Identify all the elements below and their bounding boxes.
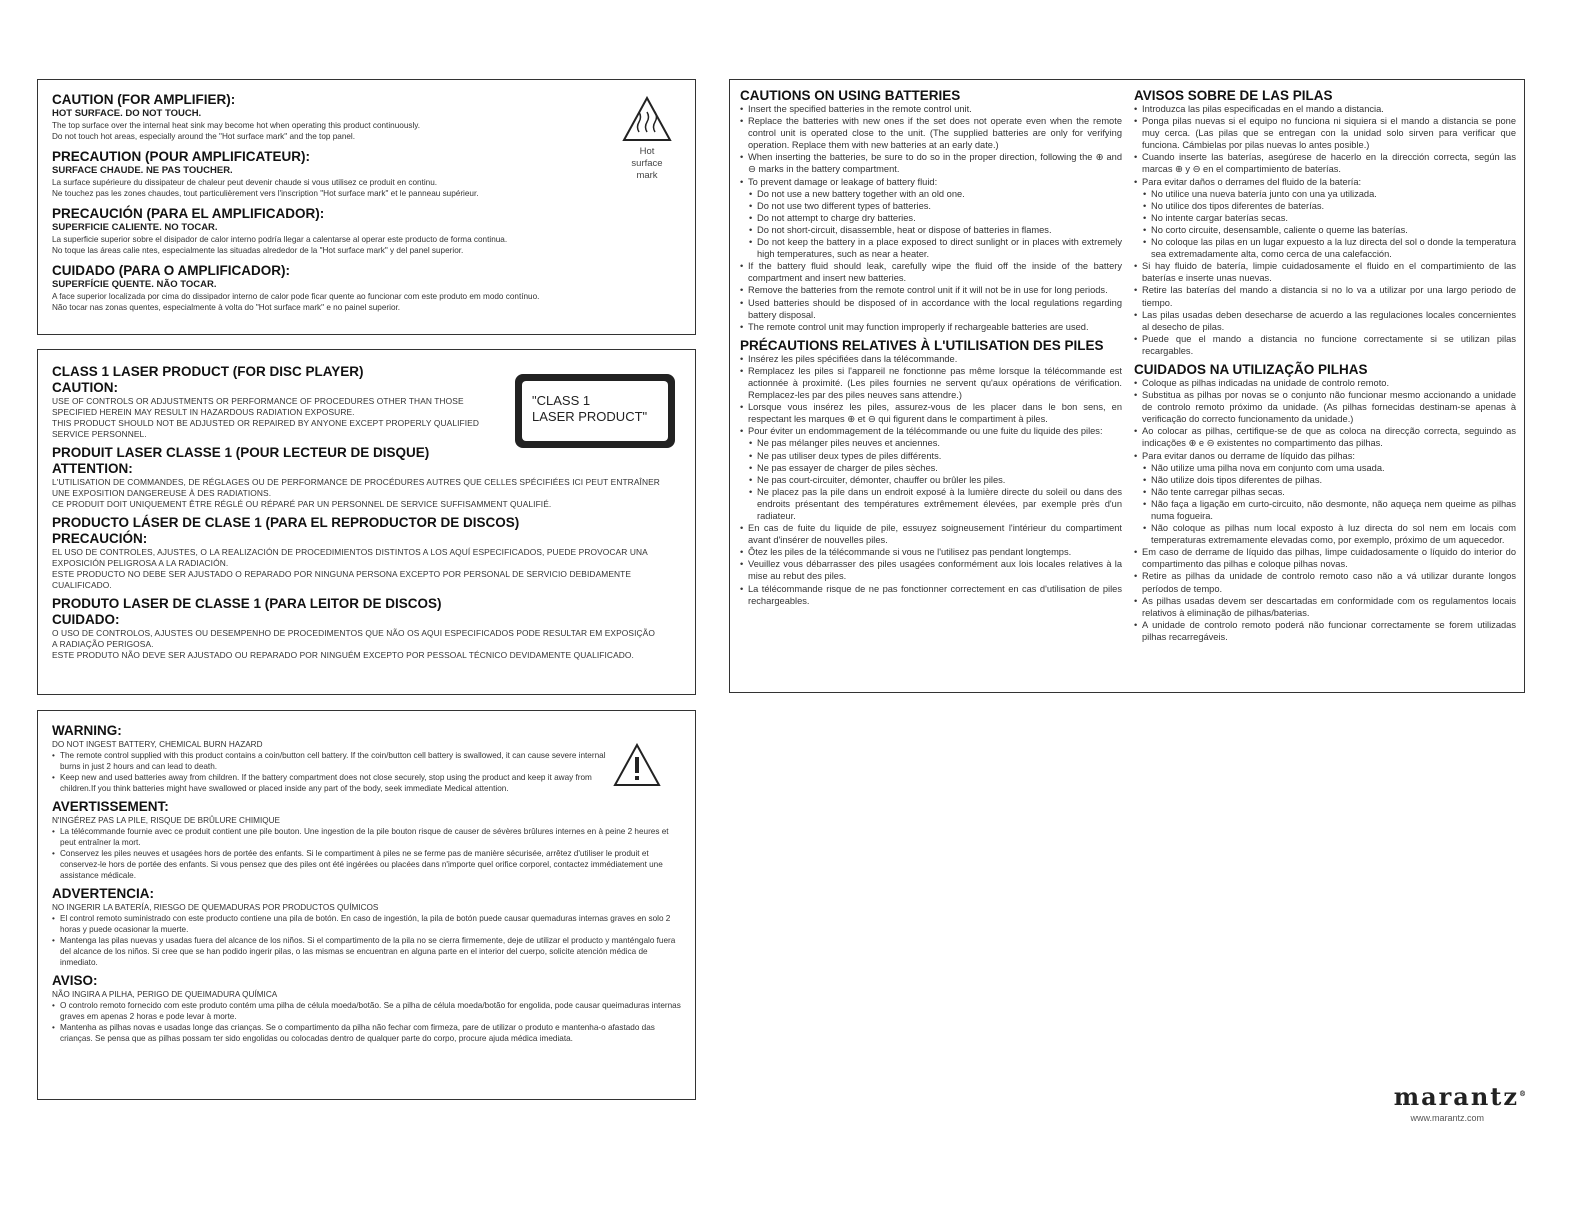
amp-en-line: Do not touch hot areas, especially around the "Hot surface mark" and the top panel. [52,132,356,141]
laser-pt-line: ESTE PRODUTO NÃO DEVE SER AJUSTADO OU REPARADO POR NINGUÉM EXCEPTO POR PESSOAL TÉCNICO DEVIDAMENTE QUALIFICADO. [52,650,634,660]
bat-fr-item: • Ne pas court-circuiter, démonter, chauffer ou brûler les piles. [740,474,1122,486]
bat-en-title: CAUTIONS ON USING BATTERIES [740,88,961,103]
amp-fr-line: Ne touchez pas les zones chaudes, tout particulièrement vers l'inscription "Hot surface mark" et le panneau supérieur. [52,189,479,198]
warn-pt-subtitle: NÃO INGIRA A PILHA, PERIGO DE QUEIMADURA QUÍMICA [52,990,278,999]
bat-es-title: AVISOS SOBRE DE LAS PILAS [1134,88,1333,103]
hot-label-line: surface [631,158,663,169]
bat-pt-item: • Não utilize dois tipos diferentes de pilhas. [1134,474,1516,486]
bat-es-item: • Para evitar daños o derrames del fluido de la batería: [1134,176,1516,188]
bat-fr-item: • Pour éviter un endommagement de la télécommande ou une fuite du liquide des piles: [740,425,1122,437]
warn-pt-bullet: • O controlo remoto fornecido com este produto contém uma pilha de célula moeda/botão. Se a pilha de célula moeda/botão for engolida, pode causar queimaduras internas graves em apenas 2 horas e pode levar à morte. [52,1000,681,1022]
amp-en-title: CAUTION (FOR AMPLIFIER): [52,92,236,107]
bat-es-item: • No intente cargar baterías secas. [1134,212,1516,224]
laser-pt-subtitle: CUIDADO: [52,612,120,627]
laser-es-subtitle: PRECAUCIÓN: [52,531,148,546]
brand-url: www.marantz.com [1410,1113,1484,1123]
bat-pt-item: • A unidade de controlo remoto poderá não funcionar correctamente se forem utilizadas pilhas recarregáveis. [1134,619,1516,643]
amp-pt-line: Não tocar nas zonas quentes, especialmente à volta do "Hot surface mark" e no painel superior. [52,303,401,312]
warn-fr-bullet: • Conservez les piles neuves et usagées hors de portée des enfants. Si le compartiment à piles ne se ferme pas de manière sécurisée, arrêtez d'utiliser le produit et conservez-le hors de portée des enfants. Si vous pensez que des piles ont été ingérées ou placées dans n'importe quel orifice corporel, contactez immédiatement une assistance médicale. [52,848,681,881]
bat-fr-item: • Ne pas essayer de charger de piles sèches. [740,462,1122,474]
laser-fr-title: PRODUIT LASER CLASSE 1 (POUR LECTEUR DE DISQUE) [52,445,430,460]
warning-triangle-icon [613,743,661,787]
amp-es-title: PRECAUCIÓN (PARA EL AMPLIFICADOR): [52,206,325,221]
bat-fr-item: • Remplacez les piles si l'appareil ne fonctionne pas même lorsque la télécommande est actionnée à proximité. (Les piles fournies ne servent qu'aux opérations de vérification. Remplacez-les par des piles neuves sans attendre.) [740,365,1122,401]
marantz-logo: marantz® [1393,1082,1528,1111]
bat-pt-item: • Para evitar danos ou derrame de líquido das pilhas: [1134,450,1516,462]
laser-es-line: CUALIFICADO. [52,580,112,590]
bat-fr-item: • En cas de fuite du liquide de pile, essuyez soigneusement l'intérieur du compartiment avant d'insérer de nouvelles piles. [740,522,1122,546]
bat-fr-item: • Lorsque vous insérez les piles, assurez-vous de les placer dans le bon sens, en respectant les marques ⊕ et ⊖ qui figurent dans le compartiment à piles. [740,401,1122,425]
laser-en-line: SPECIFIED HEREIN MAY RESULT IN HAZARDOUS RADIATION EXPOSURE. [52,407,355,417]
amp-es-line: No toque las áreas calie ntes, especialmente las situadas alrededor de la "Hot surface mark" y del panel superior. [52,246,464,255]
battery-column-right [1134,88,1516,643]
laser-en-line: USE OF CONTROLS OR ADJUSTMENTS OR PERFORMANCE OF PROCEDURES OTHER THAN THOSE [52,396,464,406]
laser-fr-line: L'UTILISATION DE COMMANDES, DE RÉGLAGES OU DE PERFORMANCE DE PROCÉDURES AUTRES QUE CELLES SPÉCIFIÉES ICI PEUT ENTRAÎNER [52,477,660,487]
battery-column-left [740,88,1122,607]
bat-es-item: • No utilice una nueva batería junto con una ya utilizada. [1134,188,1516,200]
bat-pt-item: • Não coloque as pilhas num local exposto à luz directa do sol nem em locais com temperaturas extremamente elevadas como, por exemplo, próximo de um aquecedor. [1134,522,1516,546]
bat-pt-list [1134,377,1516,643]
bat-en-item: • Do not keep the battery in a place exposed to direct sunlight or in places with extremely high temperatures, such as near a heater. [740,236,1122,260]
amplifier-caution-box [37,79,696,335]
warn-pt-bullet: • Mantenha as pilhas novas e usadas longe das crianças. Se o compartimento da pilha não fechar com firmeza, pare de utilizar o produto e mantenha-o afastado das crianças. Se pensa que as pilhas possam ter sido engolidas ou colocadas dentro de qualquer parte do corpo, procure ajuda médica imediata. [52,1022,681,1044]
laser-en-title: CLASS 1 LASER PRODUCT (FOR DISC PLAYER) [52,364,364,379]
laser-fr-line: UNE EXPOSITION DANGEREUSE À DES RADIATIONS. [52,488,272,498]
bat-en-item: • If the battery fluid should leak, carefully wipe the fluid off the inside of the battery compartment and insert new batteries. [740,260,1122,284]
amp-fr-line: La surface supérieure du dissipateur de chaleur peut devenir chaude si vous utilisez ce produit en continu. [52,178,438,187]
bat-fr-item: • Insérez les piles spécifiées dans la télécommande. [740,353,1122,365]
bat-en-item: • Do not use two different types of batteries. [740,200,1122,212]
bat-fr-title: PRÉCAUTIONS RELATIVES À L'UTILISATION DES PILES [740,337,1104,353]
amp-pt-line: A face superior localizada por cima do dissipador interno de calor pode ficar quente ao funcionar com este produto em modo contínuo. [52,292,540,301]
bat-pt-title: CUIDADOS NA UTILIZAÇÃO PILHAS [1134,361,1368,377]
amp-fr-subtitle: SURFACE CHAUDE. NE PAS TOUCHER. [52,165,233,176]
bat-pt-item: • Coloque as pilhas indicadas na unidade de controlo remoto. [1134,377,1516,389]
warn-fr-subtitle: N'INGÉREZ PAS LA PILE, RISQUE DE BRÛLURE CHIMIQUE [52,816,280,825]
laser-es-line: ESTE PRODUCTO NO DEBE SER AJUSTADO O REPARADO POR NINGUNA PERSONA EXCEPTO POR PERSONAL DE SERVICIO DEBIDAMENTE [52,569,632,579]
hot-surface-mark [615,96,679,182]
bat-pt-item: • Em caso de derrame de líquido das pilhas, limpe cuidadosamente o líquido do interior do compartimento das pilhas e coloque pilhas novas. [1134,546,1516,570]
hot-label-line: Hot [639,146,655,157]
bat-en-item: • Replace the batteries with new ones if the set does not operate even when the remote control unit is operated close to the unit. (The supplied batteries are only for verifying operation. Replace them with new batteries at an early date.) [740,115,1122,151]
laser-label-line: "CLASS 1 [532,393,591,408]
laser-es-title: PRODUCTO LÁSER DE CLASE 1 (PARA EL REPRODUCTOR DE DISCOS) [52,515,520,530]
bat-fr-item: • Ne pas utiliser deux types de piles différents. [740,450,1122,462]
bat-fr-item: • Ne placez pas la pile dans un endroit exposé à la lumière directe du soleil ou dans des endroits présentant des températures extrêmement élevées, par exemple près d'un radiateur. [740,486,1122,522]
warn-en-bullet: • Keep new and used batteries away from children. If the battery compartment does not close securely, stop using the product and keep it away from children.If you think batteries might have swallowed or placed inside any part of the body, seek immediate Medical attention. [52,772,622,794]
warn-fr-title: AVERTISSEMENT: [52,799,169,814]
bat-pt-item: • Substitua as pilhas por novas se o conjunto não funcionar mesmo accionando a unidade de controlo remoto próximo da unidade. (As pilhas fornecidas destinam-se apenas à verificação do correcto funcionamento da unidade.) [1134,389,1516,425]
laser-en-subtitle: CAUTION: [52,380,118,395]
amp-es-subtitle: SUPERFICIE CALIENTE. NO TOCAR. [52,222,218,233]
amp-fr-title: PRECAUTION (POUR AMPLIFICATEUR): [52,149,310,164]
bat-pt-item: • Não tente carregar pilhas secas. [1134,486,1516,498]
bat-es-item: • No corto circuite, desensamble, caliente o queme las baterías. [1134,224,1516,236]
bat-es-item: • Puede que el mando a distancia no funcione correctamente si se utilizan pilas recargables. [1134,333,1516,357]
warn-en-title: WARNING: [52,723,122,738]
class1-laser-label [515,374,675,448]
warn-es-bullet: • El control remoto suministrado con este producto contiene una pila de botón. En caso de ingestión, la pila de botón puede causar quemaduras internas graves en solo 2 horas y puede ocasionar la muerte. [52,913,681,935]
bat-fr-item: • Veuillez vous débarrasser des piles usagées conformément aux lois locales relatives à la mise au rebut des piles. [740,558,1122,582]
warn-fr-bullet: • La télécommande fournie avec ce produit contient une pile bouton. Une ingestion de la pile bouton risque de causer de sévères brûlures internes en à peine 2 heures et peut entraîner la mort. [52,826,681,848]
bat-en-item: • Do not use a new battery together with an old one. [740,188,1122,200]
hot-surface-icon [622,96,672,142]
bat-en-item: • The remote control unit may function improperly if rechargeable batteries are used. [740,321,1122,333]
laser-es-line: EXPOSICIÓN PELIGROSA A LA RADIACIÓN. [52,558,229,568]
laser-pt-title: PRODUTO LASER DE CLASSE 1 (PARA LEITOR DE DISCOS) [52,596,442,611]
amp-en-subtitle: HOT SURFACE. DO NOT TOUCH. [52,108,202,119]
bat-fr-item: • La télécommande risque de ne pas fonctionner correctement en cas d'utilisation de piles rechargeables. [740,583,1122,607]
bat-en-item: • When inserting the batteries, be sure to do so in the proper direction, following the ⊕ and ⊖ marks in the battery compartment. [740,151,1122,175]
laser-product-box [37,349,696,695]
laser-en-line: THIS PRODUCT SHOULD NOT BE ADJUSTED OR REPAIRED BY ANYONE EXCEPT PROPERLY QUALIFIED [52,418,479,428]
bat-es-item: • Si hay fluido de batería, limpie cuidadosamente el fluido en el compartimiento de las baterías e inserte unas nuevas. [1134,260,1516,284]
bat-es-item: • Retire las baterías del mando a distancia si no lo va a utilizar por una largo periodo de tiempo. [1134,284,1516,308]
bat-en-item: • Do not attempt to charge dry batteries. [740,212,1122,224]
amp-pt-title: CUIDADO (PARA O AMPLIFICADOR): [52,263,290,278]
bat-es-item: • Las pilas usadas deben desecharse de acuerdo a las regulaciones locales concernientes al desecho de pilas. [1134,309,1516,333]
bat-en-item: • Insert the specified batteries in the remote control unit. [740,103,1122,115]
laser-fr-subtitle: ATTENTION: [52,461,133,476]
warn-es-subtitle: NO INGERIR LA BATERÍA, RIESGO DE QUEMADURAS POR PRODUCTOS QUÍMICOS [52,903,379,912]
bat-pt-item: • Ao colocar as pilhas, certifique-se de que as coloca na direcção correcta, seguindo as indicações ⊕ e ⊖ existentes no compartimento das pilhas. [1134,425,1516,449]
amp-es-line: La superficie superior sobre el disipador de calor interno podría llegar a calentarse al operar este producto de forma continua. [52,235,508,244]
bat-pt-item: • As pilhas usadas devem ser descartadas em conformidade com os regulamentos locais relativos à eliminação de pilhas/baterias. [1134,595,1516,619]
battery-cautions-box [729,79,1525,693]
bat-es-list [1134,103,1516,357]
bat-fr-list [740,353,1122,607]
bat-fr-item: • Ôtez les piles de la télécommande si vous ne l'utilisez pas pendant longtemps. [740,546,1122,558]
bat-pt-item: • Retire as pilhas da unidade de controlo remoto caso não a vá utilizar durante longos períodos de tempo. [1134,570,1516,594]
bat-es-item: • Ponga pilas nuevas si el equipo no funciona ni siquiera si el mando a distancia se pone muy cerca. (Las pilas que se entregan con la unidad solo sirven para verificar que funciona. Cámbielas por pilas nuevas lo antes posible.) [1134,115,1516,151]
bat-pt-item: • Não utilize uma pilha nova em conjunto com uma usada. [1134,462,1516,474]
bat-en-item: • To prevent damage or leakage of battery fluid: [740,176,1122,188]
amp-pt-subtitle: SUPERFÍCIE QUENTE. NÃO TOCAR. [52,279,217,290]
warn-es-bullet: • Mantenga las pilas nuevas y usadas fuera del alcance de los niños. Si el compartimento de la pila no se cierra firmemente, deje de utilizar el producto y manténgalo fuera del alcance de los niños. Si cree que se han podido ingerir pilas, o las mismas se encuentran en alguna parte en el interior del cuerpo, solicite atención médica de inmediato. [52,935,681,968]
bat-en-item: • Remove the batteries from the remote control unit if it will not be in use for long periods. [740,284,1122,296]
warn-pt-title: AVISO: [52,973,98,988]
warn-en-subtitle: DO NOT INGEST BATTERY, CHEMICAL BURN HAZARD [52,740,263,749]
warn-es-title: ADVERTENCIA: [52,886,155,901]
bat-es-item: • Introduzca las pilas especificadas en el mando a distancia. [1134,103,1516,115]
brand-footer [1352,1082,1528,1123]
bat-en-item: • Do not short-circuit, disassemble, heat or dispose of batteries in flames. [740,224,1122,236]
bat-es-item: • No coloque las pilas en un lugar expuesto a la luz directa del sol o donde la temperatura sea extremadamente alta, como cerca de una calefacción. [1134,236,1516,260]
laser-es-line: EL USO DE CONTROLES, AJUSTES, O LA REALIZACIÓN DE PROCEDIMIENTOS DISTINTOS A LOS AQUÍ ESPECIFICADOS, PUEDE PROVOCAR UNA [52,547,648,557]
bat-pt-item: • Não faça a ligação em curto-circuito, não desmonte, não aqueça nem queime as pilhas numa fogueira. [1134,498,1516,522]
laser-fr-line: CE PRODUIT DOIT UNIQUEMENT ÊTRE RÉGLÉ OU RÉPARÉ PAR UN PERSONNEL DE SERVICE SUFFISAMMENT QUALIFIÉ. [52,499,552,509]
hot-label-line: mark [636,170,658,181]
warn-en-bullet: • The remote control supplied with this product contains a coin/button cell battery. If the coin/button cell battery is swallowed, it can cause severe internal burns in just 2 hours and can lead to death. [52,750,622,772]
hot-surface-label [615,146,679,182]
laser-pt-line: A RADIAÇÃO PERIGOSA. [52,639,154,649]
bat-es-item: • Cuando inserte las baterías, asegúrese de hacerlo en la dirección correcta, según las marcas ⊕ y ⊖ en el compartimiento de baterías. [1134,151,1516,175]
bat-es-item: • No utilice dos tipos diferentes de baterías. [1134,200,1516,212]
bat-en-list [740,103,1122,333]
amp-en-line: The top surface over the internal heat sink may become hot when operating this product continuously. [52,121,421,130]
bat-fr-item: • Ne pas mélanger piles neuves et anciennes. [740,437,1122,449]
laser-en-line: SERVICE PERSONNEL. [52,429,147,439]
laser-pt-line: O USO DE CONTROLOS, AJUSTES OU DESEMPENHO DE PROCEDIMENTOS QUE NÃO OS AQUI ESPECIFICADOS PODE RESULTAR EM EXPOSIÇÃO [52,628,655,638]
bat-en-item: • Used batteries should be disposed of in accordance with the local regulations regarding battery disposal. [740,297,1122,321]
laser-label-line: LASER PRODUCT" [532,409,648,424]
battery-warning-box [37,710,696,1100]
